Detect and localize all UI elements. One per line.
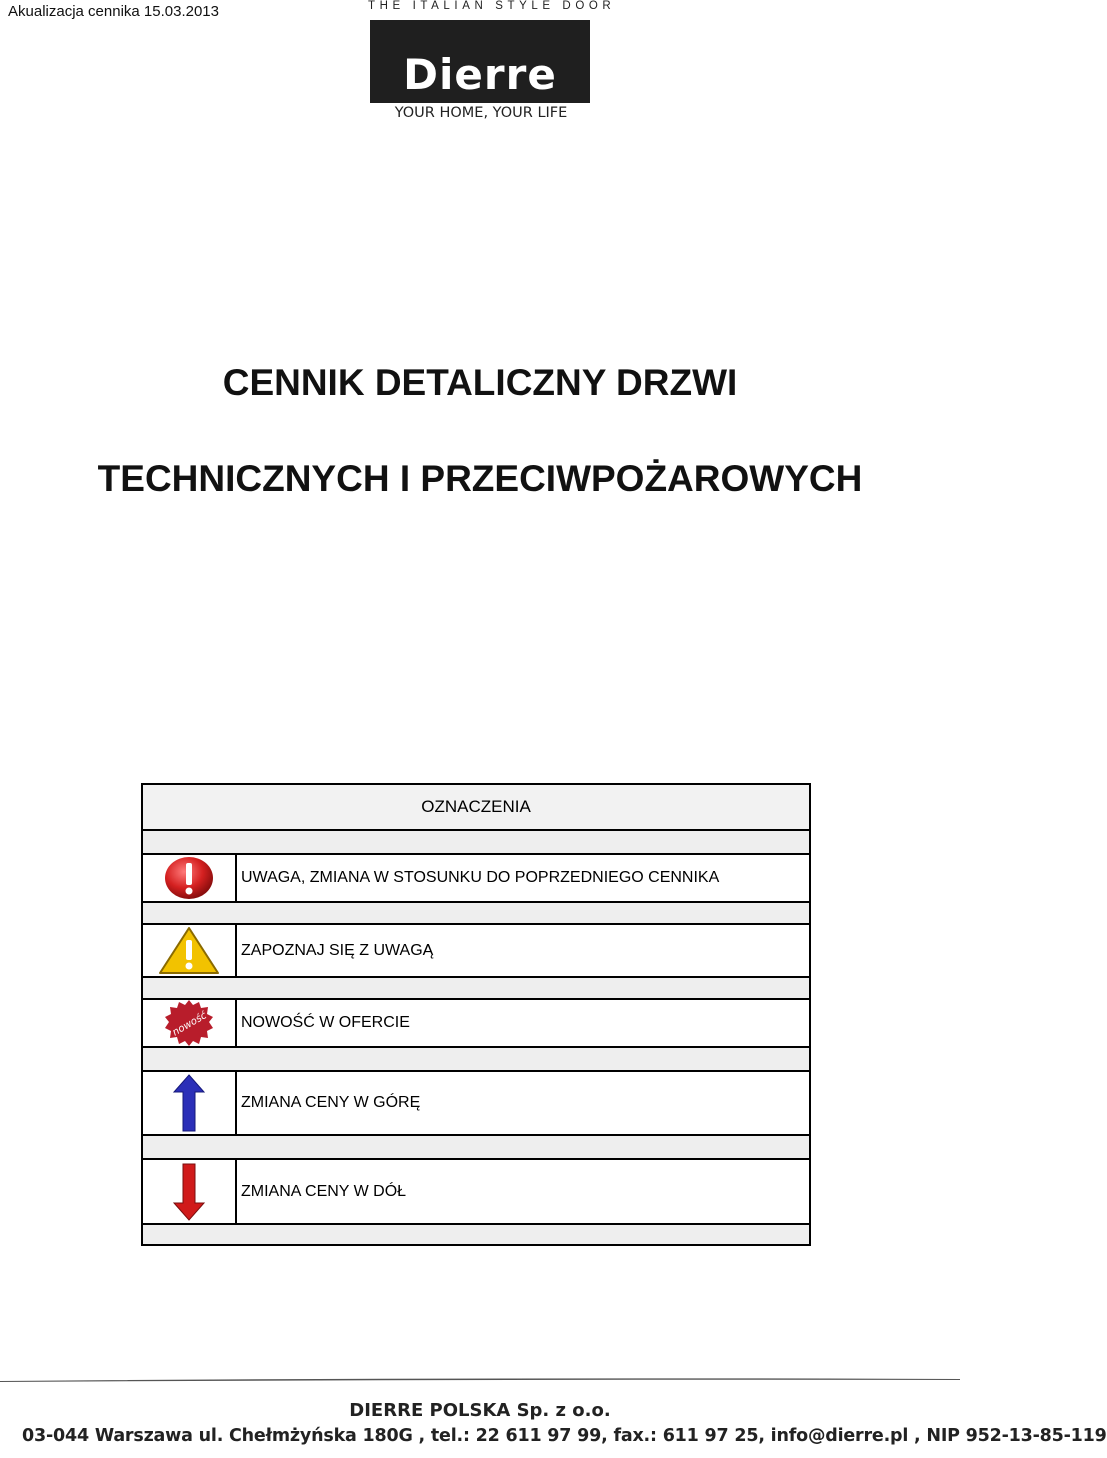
legend-label: UWAGA, ZMIANA W STOSUNKU DO POPRZEDNIEGO CENNIKA <box>241 869 720 886</box>
legend-row <box>143 925 809 978</box>
logo-tagline-top: THE ITALIAN STYLE DOOR <box>368 0 616 12</box>
logo-tagline-bottom: YOUR HOME, YOUR LIFE <box>394 105 568 121</box>
legend-label: ZAPOZNAJ SIĘ Z UWAGĄ <box>241 941 434 959</box>
arrow-up-icon <box>173 1074 205 1132</box>
legend-row <box>143 855 809 903</box>
logo-brand: Dierre <box>403 50 557 99</box>
legend-row <box>143 1072 809 1136</box>
footer-address: 03-044 Warszawa ul. Chełmżyńska 180G , tel.: 22 611 97 99, fax.: 611 97 25, info@dierre.pl , NIP 952-13-85-119 <box>22 1426 1107 1446</box>
legend-row <box>143 1000 809 1048</box>
legend-icon-cell <box>143 1072 237 1134</box>
update-note: Akualizacja cennika 15.03.2013 <box>8 3 219 20</box>
footer-company: DIERRE POLSKA Sp. z o.o. <box>349 1400 611 1421</box>
legend-label: ZMIANA CENY W GÓRĘ <box>241 1094 421 1111</box>
exclamation-red-icon <box>164 856 214 900</box>
badge-text: nowość <box>170 1010 209 1039</box>
footer-divider <box>0 1378 960 1382</box>
logo-box <box>370 20 590 103</box>
legend-label: NOWOŚĆ W OFERCIE <box>241 1014 410 1031</box>
legend-icon-cell <box>143 1160 237 1223</box>
legend-header: OZNACZENIA <box>143 785 809 831</box>
legend-spacer <box>143 831 809 855</box>
arrow-down-icon <box>173 1163 205 1221</box>
legend-table <box>141 783 811 1246</box>
legend-spacer <box>143 1136 809 1160</box>
dierre-logo <box>368 0 616 126</box>
page-title-line2: TECHNICZNYCH I PRZECIWPOŻAROWYCH <box>97 458 863 499</box>
legend-spacer <box>143 1048 809 1072</box>
legend-row <box>143 1160 809 1225</box>
legend-spacer <box>143 903 809 925</box>
legend-spacer <box>143 1225 809 1244</box>
warning-triangle-icon <box>158 926 220 976</box>
legend-label: ZMIANA CENY W DÓŁ <box>241 1182 407 1200</box>
page-title-line1: CENNIK DETALICZNY DRZWI <box>222 362 738 403</box>
legend-icon-cell <box>143 1000 237 1046</box>
legend-icon-cell <box>143 925 237 976</box>
new-badge-icon <box>163 999 215 1047</box>
legend-spacer <box>143 978 809 1000</box>
legend-icon-cell <box>143 855 237 901</box>
